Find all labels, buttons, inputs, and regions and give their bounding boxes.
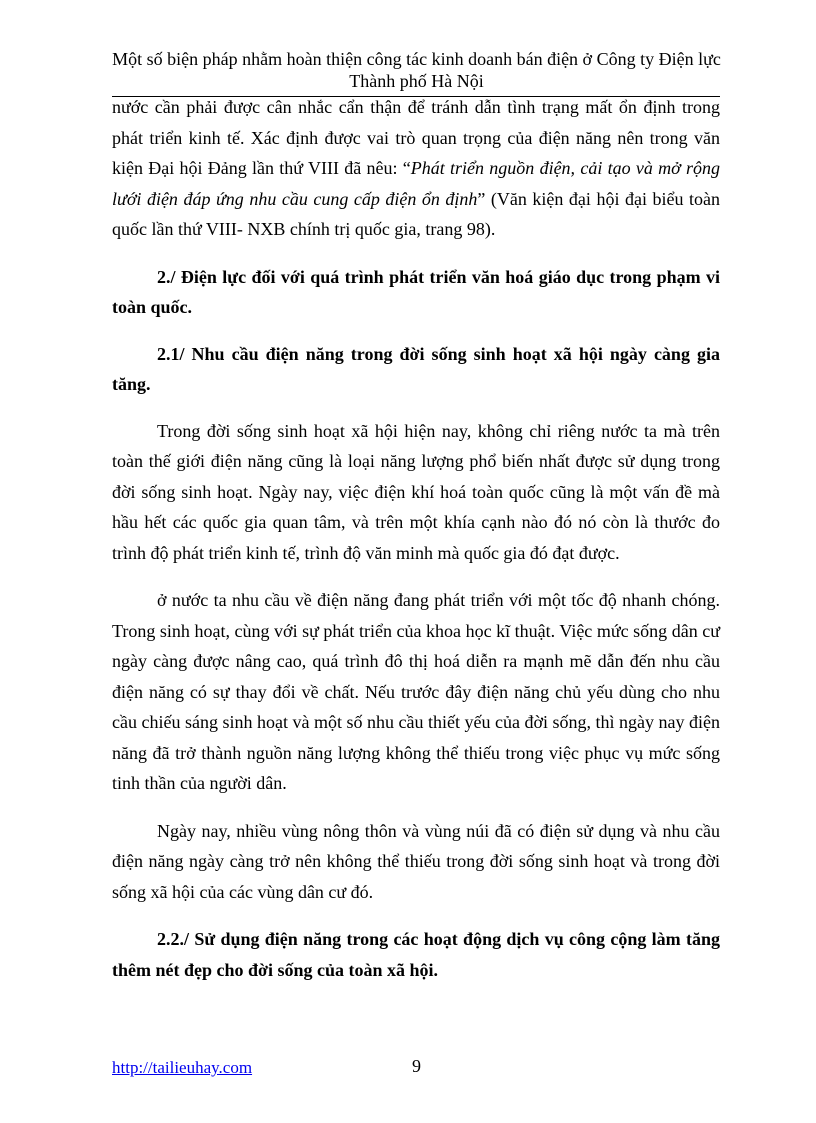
- page-content: [112, 92, 720, 1001]
- quoted-text: Phát triển nguồn điện, cải tạo và mở rộng lưới điện đáp ứng nhu cầu cung cấp điện ổn định: [112, 158, 720, 209]
- paragraph-text: ” (Văn kiện đại hội đại biểu toàn quốc lần thứ VIII- NXB chính trị quốc gia, trang 98).: [112, 188, 720, 239]
- paragraph: Trong đời sống sinh hoạt xã hội hiện nay, không chỉ riêng nước ta mà trên toàn thế giới điện năng cũng là loại năng lượng phổ biến nhất được sử dụng trong đời sống sinh hoạt. Ngày nay, việc điện khí hoá toàn quốc cũng là một vấn đề mà hầu hết các quốc gia quan tâm, và trên một khía cạnh nào đó nó còn là thước đo trình độ phát triển kinh tế, trình độ văn minh mà quốc gia đó đạt được.: [112, 420, 720, 563]
- page-number: 9: [412, 1056, 421, 1076]
- paragraph-continued: [112, 92, 720, 245]
- section-heading-2: 2./ Điện lực đối với quá trình phát triển văn hoá giáo dục trong phạm vi toàn quốc.: [112, 266, 720, 317]
- paragraph: Ngày nay, nhiều vùng nông thôn và vùng núi đã có điện sử dụng và nhu cầu điện năng ngày càng trở nên không thể thiếu trong đời sống sinh hoạt và trong đời sống xã hội của các vùng dân cư đó.: [112, 820, 720, 902]
- paragraph-text: nước cần phải được cân nhắc cẩn thận để tránh dẫn tình trạng mất ổn định trong phát triển kinh tế. Xác định được vai trò quan trọng của điện năng nên trong văn kiện Đại hội Đảng lần thứ VIII đã nêu: “: [112, 97, 720, 178]
- section-heading-2-2: 2.2./ Sử dụng điện năng trong các hoạt động dịch vụ công cộng làm tăng thêm nét đẹp cho đời sống của toàn xã hội.: [112, 929, 720, 980]
- paragraph: ở nước ta nhu cầu về điện năng đang phát triển với một tốc độ nhanh chóng. Trong sinh hoạt, cùng với sự phát triển của khoa học kĩ thuật. Việc mức sống dân cư ngày càng được nâng cao, quá trình đô thị hoá diễn ra mạnh mẽ dẫn đến nhu cầu điện năng có sự thay đổi về chất. Nếu trước đây điện năng chủ yếu dùng cho nhu cầu chiếu sáng sinh hoạt và một số nhu cầu thiết yếu của đời sống, thì ngày nay điện năng đã trở thành nguồn năng lượng không thể thiếu trong việc phục vụ mức sống tinh thần của người dân.: [112, 590, 720, 793]
- section-heading-2-1: 2.1/ Nhu cầu điện năng trong đời sống sinh hoạt xã hội ngày càng gia tăng.: [112, 343, 720, 394]
- footer-link[interactable]: http://tailieuhay.com: [112, 1058, 253, 1077]
- running-header: Một số biện pháp nhằm hoàn thiện công tác kinh doanh bán điện ở Công ty Điện lực Thành phố Hà Nội: [112, 49, 721, 91]
